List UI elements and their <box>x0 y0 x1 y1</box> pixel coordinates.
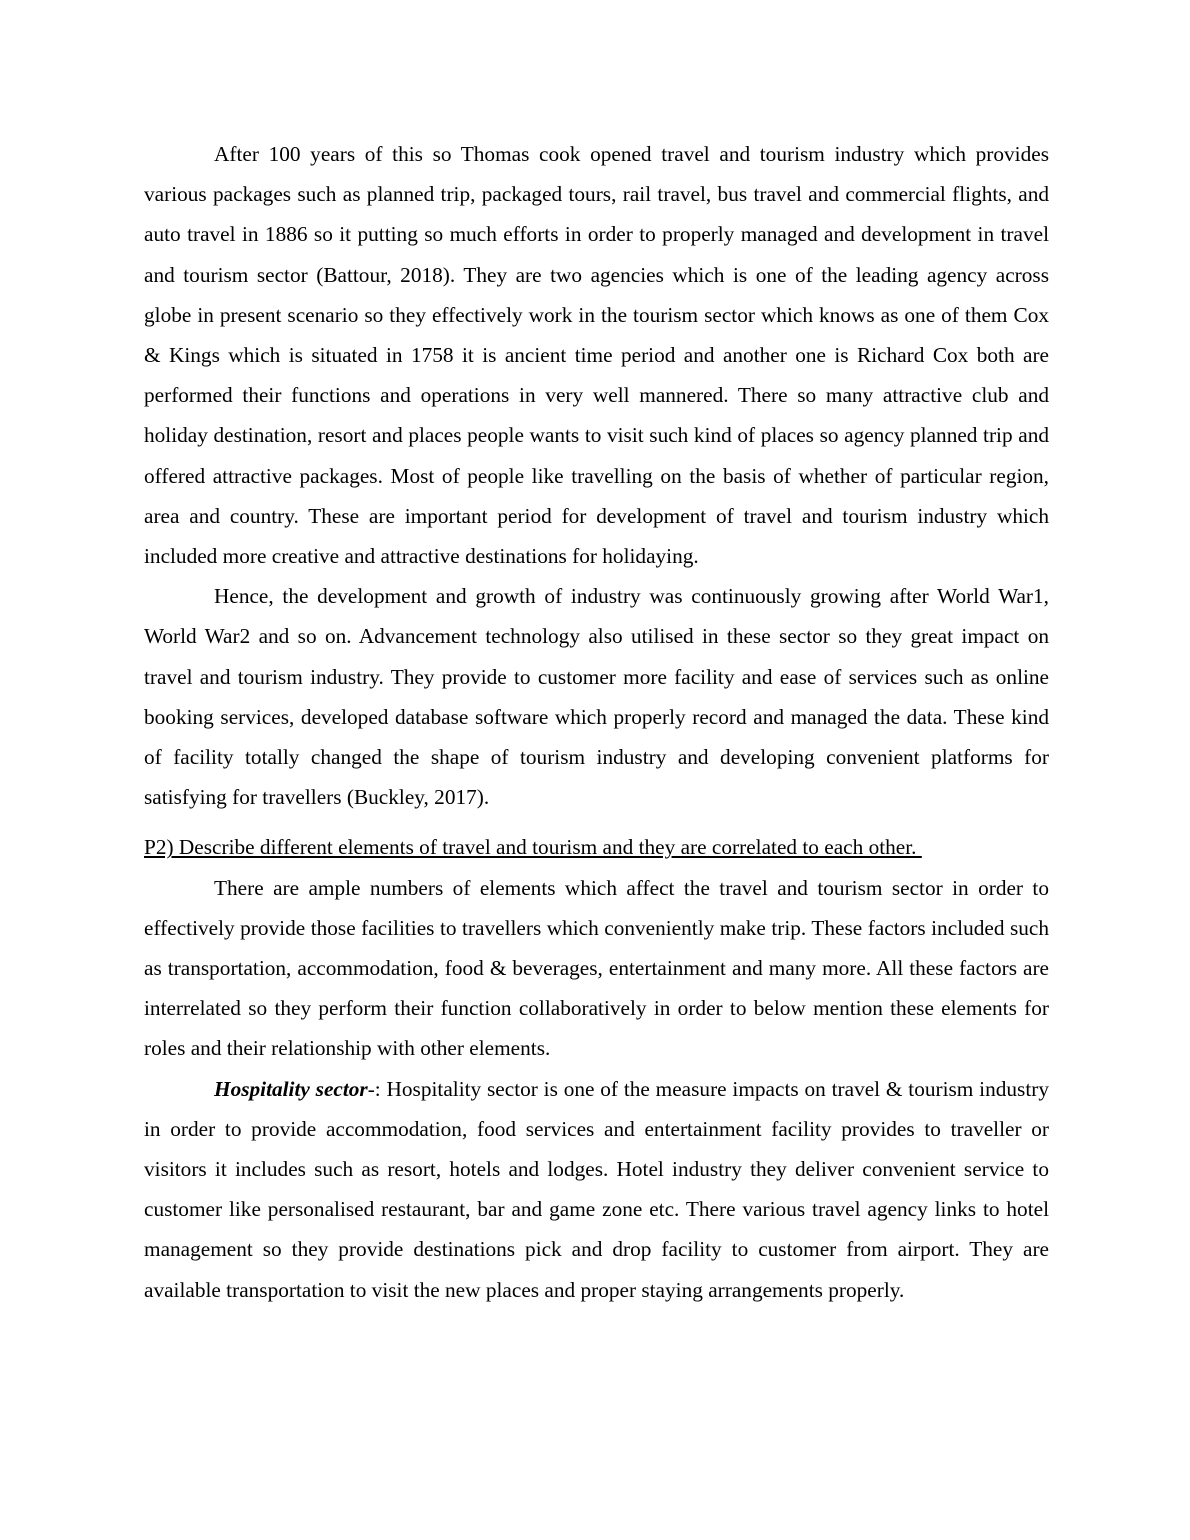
hospitality-body-text: -: Hospitality sector is one of the measure impacts on travel & tourism industry in order to provide accommodation, food services and entertainment facility provides to traveller or visitors it includes such as resort, hotels and lodges. Hotel industry they deliver convenient service to customer like personalised restaurant, bar and game zone etc. There various travel agency links to hotel management so they provide destinations pick and drop facility to customer from airport. They are available transportation to visit the new places and proper staying arrangements properly. <box>144 1076 1049 1302</box>
document-body <box>144 134 1049 1310</box>
hospitality-lead-term: Hospitality sector <box>214 1076 368 1101</box>
paragraph-hospitality <box>144 1069 1049 1310</box>
paragraph-thomas-cook: After 100 years of this so Thomas cook opened travel and tourism industry which provides various packages such as planned trip, packaged tours, rail travel, bus travel and commercial flights, and auto travel in 1886 so it putting so much efforts in order to properly managed and development in travel and tourism sector (Battour, 2018). They are two agencies which is one of the leading agency across globe in present scenario so they effectively work in the tourism sector which knows as one of them Cox & Kings which is situated in 1758 it is ancient time period and another one is Richard Cox both are performed their functions and operations in very well mannered. There so many attractive club and holiday destination, resort and places people wants to visit such kind of places so agency planned trip and offered attractive packages. Most of people like travelling on the basis of whether of particular region, area and country. These are important period for development of travel and tourism industry which included more creative and attractive destinations for holidaying. <box>144 142 1049 569</box>
paragraph-development-growth: Hence, the development and growth of industry was continuously growing after World War1, World War2 and so on. Advancement technology also utilised in these sector so they great impact on travel and tourism industry. They provide to customer more facility and ease of services such as online booking services, developed database software which properly record and managed the data. These kind of facility totally changed the shape of tourism industry and developing convenient platforms for satisfying for travellers (Buckley, 2017). <box>144 584 1049 810</box>
paragraph-elements: There are ample numbers of elements which affect the travel and tourism sector in order to effectively provide those facilities to travellers which conveniently make trip. These factors included such as transportation, accommodation, food & beverages, entertainment and many more. All these factors are interrelated so they perform their function collaboratively in order to below mention these elements for roles and their relationship with other elements. <box>144 875 1049 1061</box>
section-heading-p2: P2) Describe different elements of travel and tourism and they are correlated to each other. <box>144 835 922 860</box>
